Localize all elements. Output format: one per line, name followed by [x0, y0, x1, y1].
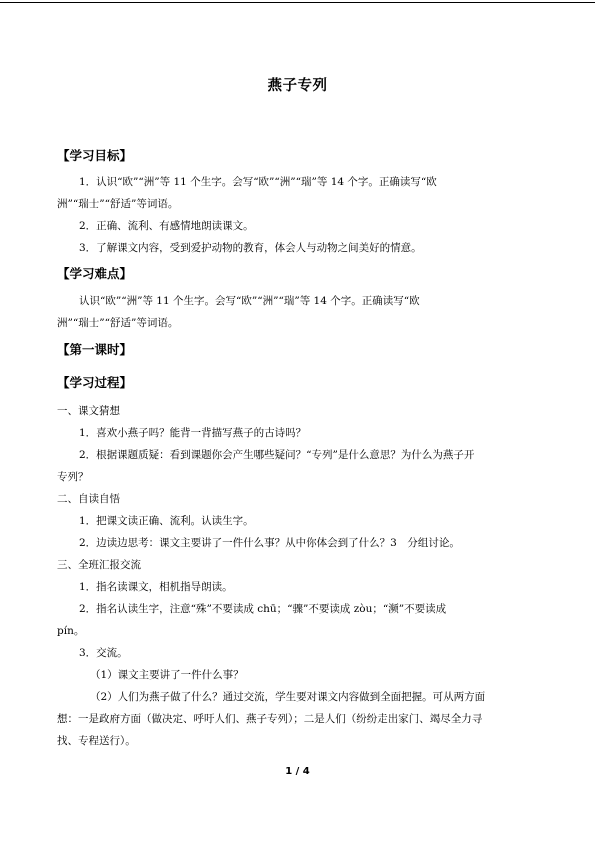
process-line-9: 1．指名读课文，相机指导朗读。	[79, 581, 233, 593]
process-line-1: 一、课文猜想	[57, 405, 120, 417]
goals-line-2: 洲”“瑞士”“舒适”等词语。	[57, 198, 179, 210]
process-line-6: 1．把课文读正确、流利。认读生字。	[79, 515, 254, 527]
goals-line-1: 1．认识“欧”“洲”等 11 个生字。会写“欧”“洲”“瑞”等 14 个字。正确读写“欧	[79, 176, 437, 188]
process-line-12: 3．交流。	[79, 647, 128, 659]
goals-line-3: 2．正确、流利、有感情地朗读课文。	[79, 220, 254, 232]
page-number: 1 / 4	[285, 766, 310, 777]
heading-first-lesson: 【第一课时】	[57, 342, 133, 357]
heading-learning-process: 【学习过程】	[57, 375, 133, 390]
process-line-2: 1．喜欢小燕子吗？能背一背描写燕子的古诗吗？	[79, 427, 307, 439]
difficulties-line-1: 认识“欧”“洲”等 11 个生字。会写“欧”“洲”“瑞”等 14 个字。正确读写“欧	[79, 295, 420, 307]
process-line-8: 三、全班汇报交流	[57, 559, 141, 571]
process-line-15: 想：一是政府方面（做决定、呼吁人们、燕子专列）；二是人们（纷纷走出家门、竭尽全力寻	[57, 713, 483, 725]
top-border-line	[0, 2, 595, 3]
heading-learning-goals: 【学习目标】	[57, 148, 133, 163]
process-line-4: 专列？	[57, 471, 89, 483]
process-line-13: （1）课文主要讲了一件什么事？	[90, 669, 244, 681]
process-line-5: 二、自读自悟	[57, 493, 120, 505]
process-line-14: （2）人们为燕子做了什么？通过交流，学生要对课文内容做到全面把握。可从两方面	[90, 691, 486, 703]
process-line-7: 2．边读边思考：课文主要讲了一件什么事？从中你体会到了什么？3 分组讨论。	[79, 537, 460, 549]
difficulties-line-2: 洲”“瑞士”“舒适”等词语。	[57, 317, 179, 329]
process-line-10: 2．指名认读生字，注意“殊”不要读成 chū；“骤”不要读成 zòu；“濒”不要读成	[79, 603, 447, 615]
document-title: 燕子专列	[267, 78, 328, 94]
process-line-11: pín。	[57, 625, 85, 637]
process-line-16: 找、专程送行）。	[57, 735, 136, 747]
heading-learning-difficulties: 【学习难点】	[57, 266, 133, 281]
goals-line-4: 3．了解课文内容，受到爱护动物的教育，体会人与动物之间美好的情意。	[79, 242, 422, 254]
process-line-3: 2．根据课题质疑：看到课题你会产生哪些疑问？“专列”是什么意思？为什么为燕子开	[79, 449, 475, 461]
